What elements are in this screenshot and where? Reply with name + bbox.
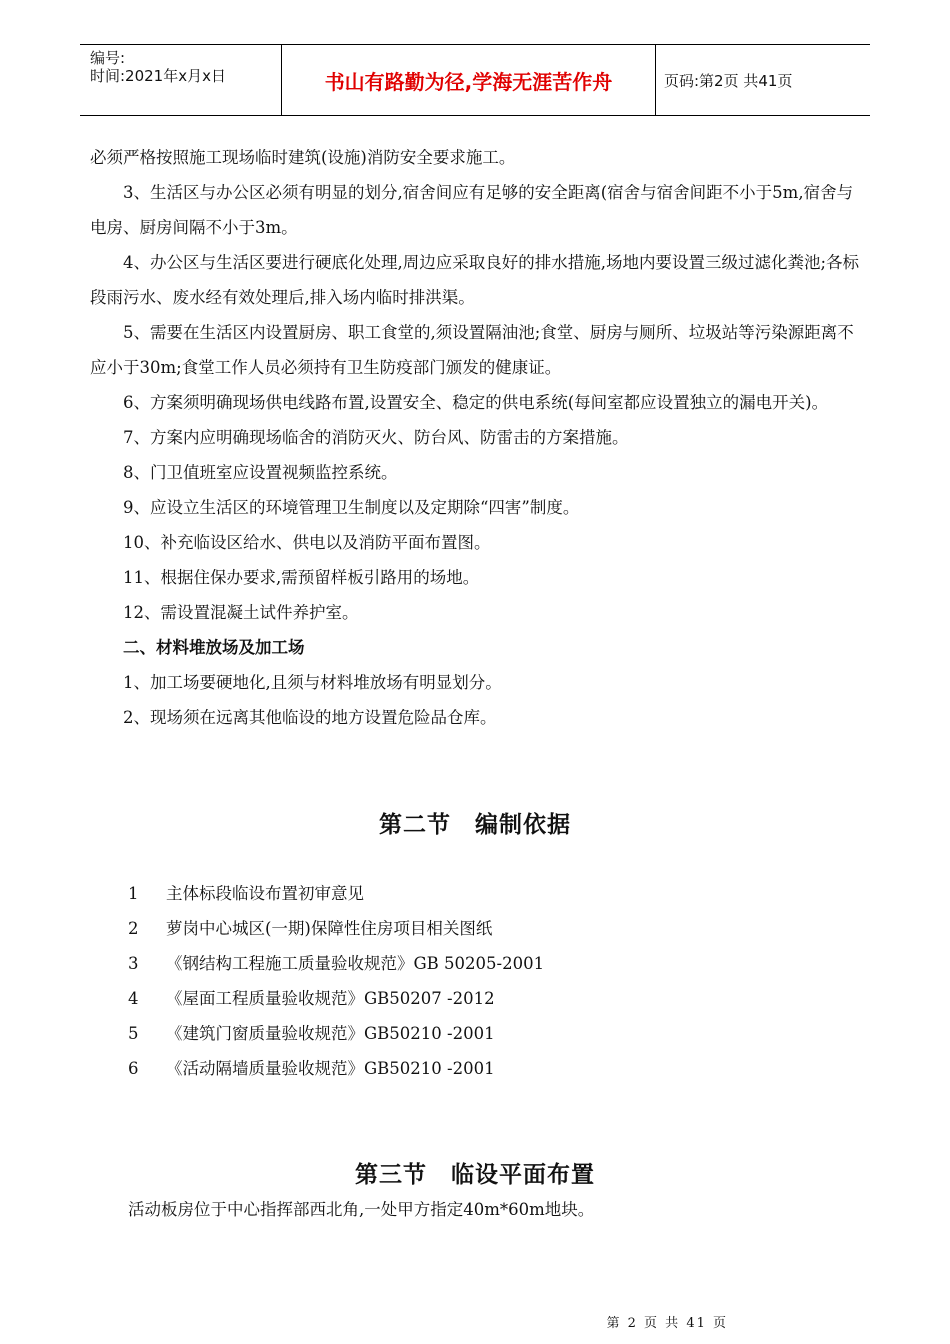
page-footer: 第 2 页 共 41 页: [606, 1316, 728, 1331]
item-text: 主体标段临设布置初审意见: [166, 884, 364, 903]
item-text: 《钢结构工程施工质量验收规范》GB 50205-2001: [166, 954, 545, 973]
subheading: 二、材料堆放场及加工场: [123, 638, 305, 657]
item-text: 《建筑门窗质量验收规范》GB50210 -2001: [166, 1024, 495, 1043]
paragraph: 7、方案内应明确现场临舍的消防灭火、防台风、防雷击的方案措施。: [123, 428, 629, 447]
paragraph: 5、需要在生活区内设置厨房、职工食堂的,须设置隔油池;食堂、厨房与厕所、垃圾站等污染源距离不应小于30m;食堂工作人员必须持有卫生防疫部门颁发的健康证。: [90, 323, 854, 377]
paragraph: 必须严格按照施工现场临时建筑(设施)消防安全要求施工。: [90, 148, 516, 167]
page-header: [80, 44, 870, 116]
item-text: 萝岗中心城区(一期)保障性住房项目相关图纸: [166, 919, 493, 938]
item-text: 《活动隔墙质量验收规范》GB50210 -2001: [166, 1059, 495, 1078]
paragraph: 2、现场须在远离其他临设的地方设置危险品仓库。: [123, 708, 497, 727]
paragraph: 1、加工场要硬地化,且须与材料堆放场有明显划分。: [123, 673, 502, 692]
body-content: [90, 140, 862, 735]
time-label: 时间:2021年x月x日: [90, 67, 226, 85]
code-label: 编号:: [90, 49, 126, 67]
paragraph: 活动板房位于中心指挥部西北角,一处甲方指定40m*60m地块。: [128, 1200, 595, 1219]
item-number: 1: [128, 884, 139, 903]
header-meta: [80, 45, 282, 115]
paragraph: 4、办公区与生活区要进行硬底化处理,周边应采取良好的排水措施,场地内要设置三级过滤化粪池;各标段雨污水、废水经有效处理后,排入场内临时排洪渠。: [90, 253, 860, 307]
paragraph: 12、需设置混凝土试件养护室。: [123, 603, 359, 622]
section-number: 第三节: [355, 1162, 427, 1188]
section-heading: [0, 806, 950, 839]
item-number: 4: [128, 989, 139, 1008]
item-number: 6: [128, 1059, 139, 1078]
list-item: [128, 876, 544, 911]
paragraph: 6、方案须明确现场供电线路布置,设置安全、稳定的供电系统(每间室都应设置独立的漏电开关)。: [123, 393, 829, 412]
section-title: 临设平面布置: [451, 1162, 595, 1188]
paragraph: 3、生活区与办公区必须有明显的划分,宿舍间应有足够的安全距离(宿舍与宿舍间距不小于5m,宿舍与电房、厨房间隔不小于3m。: [90, 183, 854, 237]
paragraph: 11、根据住保办要求,需预留样板引路用的场地。: [123, 568, 480, 587]
item-number: 2: [128, 919, 139, 938]
section-title: 编制依据: [475, 812, 571, 838]
item-text: 《屋面工程质量验收规范》GB50207 -2012: [166, 989, 495, 1008]
item-number: 5: [128, 1024, 139, 1043]
section-number: 第二节: [379, 812, 451, 838]
paragraph: 9、应设立生活区的环境管理卫生制度以及定期除“四害”制度。: [123, 498, 580, 517]
section-heading: [0, 1156, 950, 1189]
list-item: [128, 946, 544, 981]
list-item: [128, 911, 544, 946]
header-page-info: 页码:第2页 共41页: [664, 71, 793, 90]
list-item: [128, 981, 544, 1016]
list-item: [128, 1051, 544, 1086]
paragraph: 8、门卫值班室应设置视频监控系统。: [123, 463, 398, 482]
list-item: [128, 1016, 544, 1051]
basis-list: [128, 876, 544, 1086]
paragraph: 10、补充临设区给水、供电以及消防平面布置图。: [123, 533, 491, 552]
header-slogan: 书山有路勤为径,学海无涯苦作舟: [282, 45, 656, 115]
item-number: 3: [128, 954, 139, 973]
